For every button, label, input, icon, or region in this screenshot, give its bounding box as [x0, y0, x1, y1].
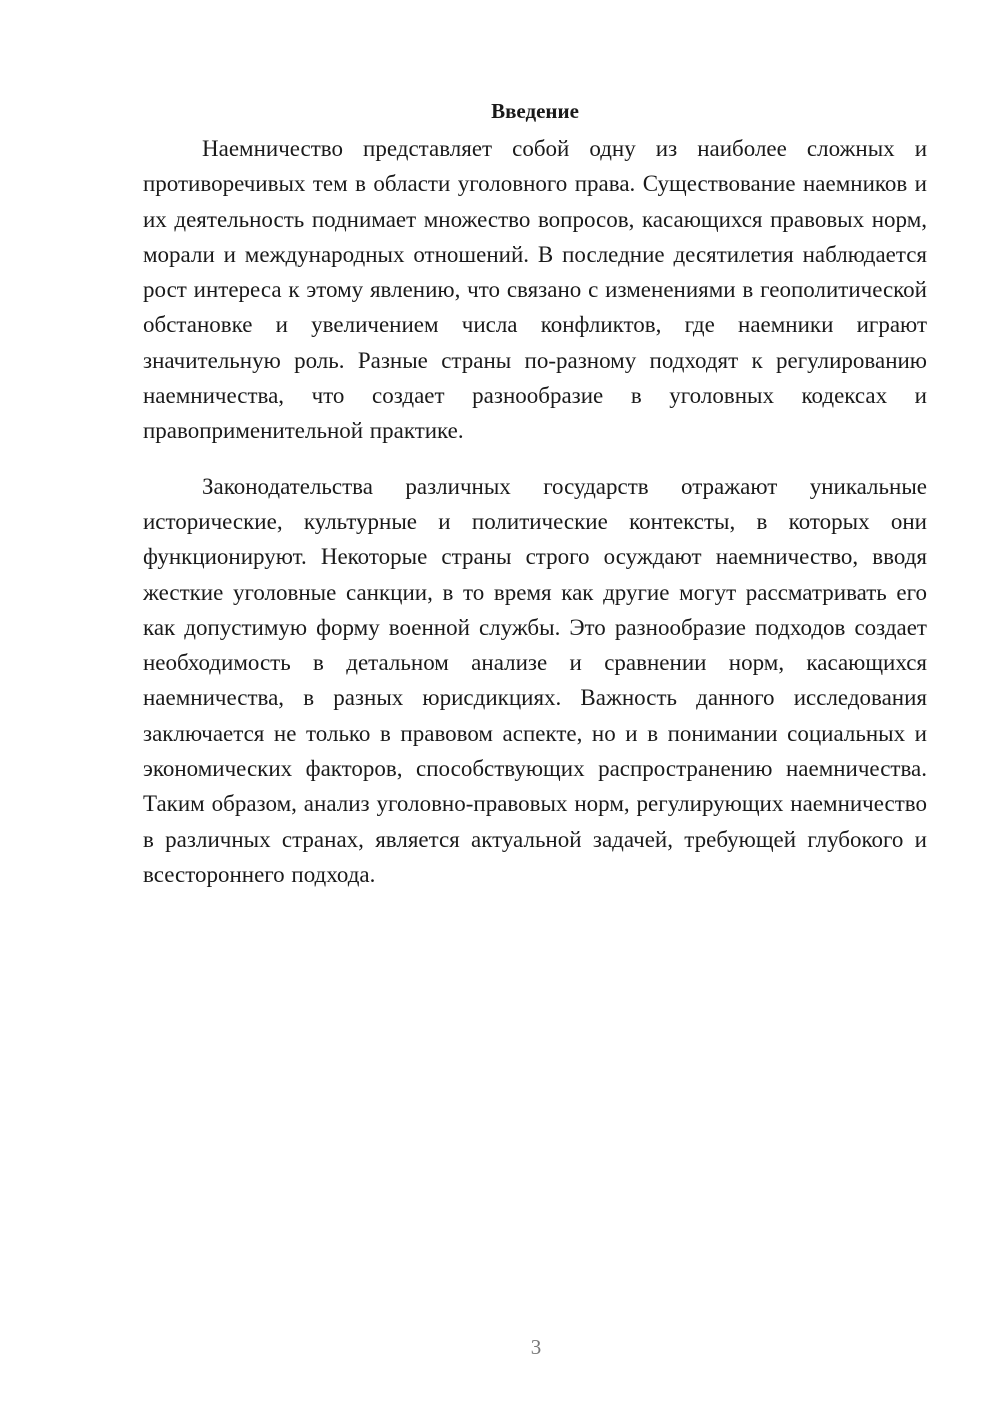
paragraph-1: Наемничество представляет собой одну из наиболее сложных и противоречивых тем в области уголовного права. Существование наемников и их деятельность поднимает множество вопросов, касающихся правовых норм, морали и международных отношений. В последние десятилетия наблюдается рост интереса к этому явлению, что связано с изменениями в геополитической обстановке и увеличением числа конфликтов, где наемники играют значительную роль. Разные страны по-разному подходят к регулированию наемничества, что создает разнообразие в уголовных кодексах и правоприменительной практике. — [143, 136, 927, 444]
section-heading: Введение — [491, 99, 579, 123]
page-content — [143, 96, 927, 892]
paragraph-2: Законодательства различных государств отражают уникальные исторические, культурные и политические контексты, в которых они функционируют. Некоторые страны строго осуждают наемничество, вводя жесткие уголовные санкции, в то время как другие могут рассматривать его как допустимую форму военной службы. Это разнообразие подходов создает необходимость в детальном анализе и сравнении норм, касающихся наемничества, в разных юрисдикциях. Важность данного исследования заключается не только в правовом аспекте, но и в понимании социальных и экономических факторов, способствующих распространению наемничества. Таким образом, анализ уголовно-правовых норм, регулирующих наемничество в различных странах, является актуальной задачей, требующей глубокого и всестороннего подхода. — [143, 473, 927, 887]
page-number: 3 — [530, 1335, 542, 1359]
